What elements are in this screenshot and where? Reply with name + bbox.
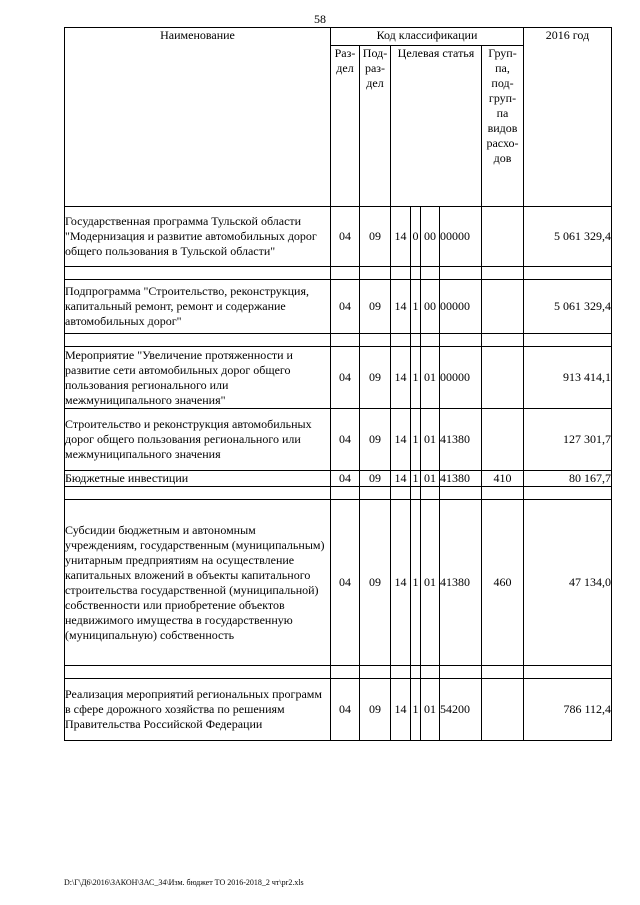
header-row-1 — [65, 28, 612, 46]
table-row — [65, 471, 612, 487]
row-name: Реализация мероприятий региональных программ в сфере дорожного хозяйства по решениям Правительства Российской Федерации — [65, 679, 331, 741]
row-expense-group — [482, 207, 524, 267]
row-section: 04 — [331, 347, 360, 409]
row-name: Мероприятие "Увеличение протяженности и развитие сети автомобильных дорог общего пользования регионального или межмуниципального значения" — [65, 347, 331, 409]
row-amount: 786 112,4 — [524, 679, 612, 741]
row-amount: 913 414,1 — [524, 347, 612, 409]
page-number: 58 — [314, 12, 326, 26]
header-name: Наименование — [65, 28, 331, 207]
row-target-event: 01 — [421, 679, 440, 741]
row-section: 04 — [331, 207, 360, 267]
row-target-program: 14 — [391, 409, 411, 471]
row-target-subprogram: 1 — [411, 347, 421, 409]
row-expense-group: 460 — [482, 500, 524, 666]
row-name: Бюджетные инвестиции — [65, 471, 331, 487]
row-target-program: 14 — [391, 500, 411, 666]
row-name: Подпрограмма "Строительство, реконструкция, капитальный ремонт, ремонт и содержание автомобильных дорог" — [65, 280, 331, 334]
row-target-subprogram: 1 — [411, 679, 421, 741]
header-expense-group: Груп- па, под- груп- па видов расхо- дов — [482, 46, 524, 207]
header-section: Раз- дел — [331, 46, 360, 207]
row-target-program: 14 — [391, 207, 411, 267]
row-amount: 5 061 329,4 — [524, 280, 612, 334]
row-section: 04 — [331, 679, 360, 741]
row-gap — [65, 487, 612, 500]
table-row — [65, 280, 612, 334]
row-target-event: 01 — [421, 500, 440, 666]
row-subsection: 09 — [360, 471, 391, 487]
table-row — [65, 500, 612, 666]
row-target-program: 14 — [391, 679, 411, 741]
row-name: Государственная программа Тульской области "Модернизация и развитие автомобильных дорог общего пользования в Тульской области" — [65, 207, 331, 267]
table-row — [65, 409, 612, 471]
row-target-direction: 41380 — [440, 409, 482, 471]
row-target-direction: 41380 — [440, 500, 482, 666]
row-target-program: 14 — [391, 280, 411, 334]
row-section: 04 — [331, 280, 360, 334]
file-path-footer: D:\Г\Д6\2016\ЗАКОН\ЗАС_34\Изм. бюджет ТО 2016-2018_2 чт\pr2.xls — [64, 878, 304, 887]
row-target-direction: 00000 — [440, 347, 482, 409]
row-expense-group — [482, 280, 524, 334]
header-subsection: Под- раз- дел — [360, 46, 391, 207]
row-target-subprogram: 1 — [411, 409, 421, 471]
table-row — [65, 679, 612, 741]
row-target-event: 00 — [421, 280, 440, 334]
row-target-event: 01 — [421, 471, 440, 487]
row-target-direction: 00000 — [440, 207, 482, 267]
row-subsection: 09 — [360, 500, 391, 666]
row-amount: 47 134,0 — [524, 500, 612, 666]
row-target-event: 00 — [421, 207, 440, 267]
row-expense-group — [482, 409, 524, 471]
row-target-direction: 54200 — [440, 679, 482, 741]
table-row — [65, 207, 612, 267]
budget-table — [64, 27, 612, 741]
row-subsection: 09 — [360, 679, 391, 741]
row-expense-group — [482, 679, 524, 741]
row-gap — [65, 666, 612, 679]
row-section: 04 — [331, 500, 360, 666]
row-target-subprogram: 1 — [411, 500, 421, 666]
row-target-direction: 41380 — [440, 471, 482, 487]
row-expense-group — [482, 347, 524, 409]
header-year: 2016 год — [524, 28, 612, 207]
row-subsection: 09 — [360, 280, 391, 334]
row-target-subprogram: 0 — [411, 207, 421, 267]
row-name: Субсидии бюджетным и автономным учреждениям, государственным (муниципальным) унитарным предприятиям на осуществление капитальных вложений в объекты капитального строительства государственной (муниципальной) собственности или приобретение объектов недвижимого имущества в государственную (муниципальную) собственность — [65, 500, 331, 666]
row-section: 04 — [331, 471, 360, 487]
row-gap — [65, 334, 612, 347]
row-amount: 5 061 329,4 — [524, 207, 612, 267]
row-subsection: 09 — [360, 347, 391, 409]
row-name: Строительство и реконструкция автомобильных дорог общего пользования регионального или межмуниципального значения — [65, 409, 331, 471]
row-subsection: 09 — [360, 409, 391, 471]
row-target-event: 01 — [421, 409, 440, 471]
header-target: Целевая статья — [391, 46, 482, 207]
row-target-program: 14 — [391, 347, 411, 409]
row-amount: 80 167,7 — [524, 471, 612, 487]
row-gap — [65, 267, 612, 280]
row-target-program: 14 — [391, 471, 411, 487]
row-subsection: 09 — [360, 207, 391, 267]
row-expense-group: 410 — [482, 471, 524, 487]
row-section: 04 — [331, 409, 360, 471]
row-target-subprogram: 1 — [412, 471, 419, 485]
row-amount: 127 301,7 — [524, 409, 612, 471]
table-row — [65, 347, 612, 409]
row-target-event: 01 — [421, 347, 440, 409]
row-target-direction: 00000 — [440, 280, 482, 334]
header-code-group: Код классификации — [331, 28, 524, 46]
row-target-subprogram: 1 — [411, 280, 421, 334]
